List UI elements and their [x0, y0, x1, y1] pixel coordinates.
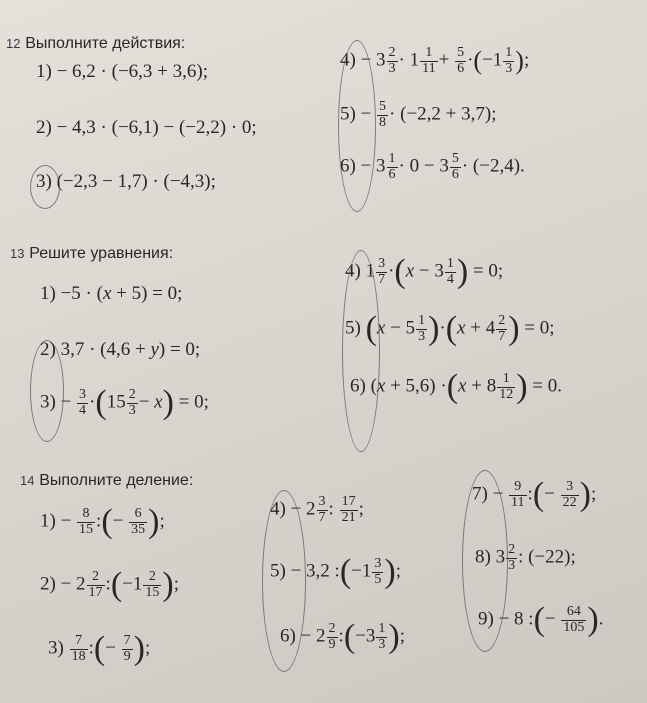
task-13-item-4: 4) 1 $\frac{3}{7}$ ·(x − 3 $\frac{1}{4}$ ) = 0;	[345, 253, 504, 290]
task-14-item-8: 8) 3 $\frac{2}{3}$ : (−22);	[475, 542, 576, 573]
item-label: 2)	[36, 117, 52, 138]
task-13-heading	[10, 243, 173, 262]
task-title: Решите уравнения:	[29, 245, 174, 262]
pencil-circle-mark	[342, 250, 380, 452]
task-12-item-3: 3) (−2,3 − 1,7) · (−4,3);	[36, 171, 216, 192]
item-label: 6)	[350, 375, 366, 397]
task-14-item-5: 5) − 3,2 :(−1 $\frac{3}{5}$ );	[270, 553, 401, 590]
task-14-heading	[20, 470, 193, 489]
task-number: 14	[20, 473, 35, 488]
item-label: 1)	[36, 61, 52, 82]
task-12-item-2: 2) − 4,3 · (−6,1) − (−2,2) · 0;	[36, 117, 257, 138]
task-13-item-5: 5) (x − 5 $\frac{1}{3}$ )·(x + 4 $\frac{2}{7}$ ) = 0;	[345, 310, 555, 347]
item-label: 5)	[345, 317, 361, 339]
task-12-item-5: 5) − $\frac{5}{8}$ · (−2,2 + 3,7);	[340, 99, 497, 130]
task-14-item-1: 1) − $\frac{8}{15}$ :(− $\frac{6}{35}$ );	[40, 503, 165, 540]
task-14-item-9: 9) − 8 :(− $\frac{64}{105}$ ).	[478, 601, 604, 638]
task-13-item-1: 1) −5 · (x + 5) = 0;	[40, 283, 183, 304]
pencil-circle-mark	[462, 470, 508, 652]
item-label: 1)	[40, 510, 56, 532]
task-14-item-7: 7) − $\frac{9}{11}$ :(− $\frac{3}{22}$ );	[472, 476, 597, 513]
item-label: 4)	[270, 498, 286, 520]
task-13-item-2: 2) 3,7 · (4,6 + y) = 0;	[40, 339, 201, 360]
task-14-item-6: 6) − 2 $\frac{2}{9}$ :(−3 $\frac{1}{3}$ );	[280, 618, 405, 655]
task-title: Выполните действия:	[25, 35, 186, 52]
task-title: Выполните деление:	[39, 472, 194, 489]
item-label: 2)	[40, 573, 56, 595]
pencil-circle-mark	[30, 165, 60, 209]
item-label: 4)	[345, 260, 361, 282]
pencil-circle-mark	[338, 40, 376, 212]
task-number: 12	[6, 36, 21, 51]
item-label: 5)	[340, 103, 356, 125]
task-12-item-1: 1) − 6,2 · (−6,3 + 3,6);	[36, 61, 208, 82]
task-13-item-6: 6) (x + 5,6) ·(x + 8 $\frac{1}{12}$ ) = 0.	[350, 368, 562, 405]
item-label: 3)	[40, 391, 56, 413]
item-label: 8)	[475, 546, 491, 568]
task-14-item-2: 2) − 2 $\frac{2}{17}$ :(−1 $\frac{2}{15}$ );	[40, 566, 179, 603]
item-label: 6)	[340, 155, 356, 177]
task-14-item-3: 3) $\frac{7}{18}$ :(− $\frac{7}{9}$ );	[48, 630, 151, 667]
pencil-circle-mark	[262, 490, 306, 672]
task-12-item-6: 6) − 3 $\frac{1}{6}$ · 0 − 3 $\frac{5}{6}$ · (−2,4).	[340, 151, 525, 182]
task-13-item-3: 3) − $\frac{3}{4}$ ·(15 $\frac{2}{3}$ − x) = 0;	[40, 384, 209, 421]
task-number: 13	[10, 246, 25, 261]
pencil-circle-mark	[30, 340, 64, 442]
item-label: 9)	[478, 608, 494, 630]
item-label: 1)	[40, 283, 56, 304]
item-label: 3)	[48, 637, 64, 659]
item-label: 5)	[270, 560, 286, 582]
item-label: 4)	[340, 49, 356, 71]
task-12-heading	[6, 33, 185, 52]
item-label: 7)	[472, 483, 488, 505]
task-14-item-4: 4) − 2 $\frac{3}{7}$ : $\frac{17}{21}$ ;	[270, 494, 364, 525]
task-12-item-4: 4) − 3 $\frac{2}{3}$ · 1 $\frac{1}{11}$ + $\frac{5}{6}$ ·(−1 $\frac{1}{3}$ );	[340, 45, 530, 76]
item-label: 6)	[280, 625, 296, 647]
item-label: 3)	[36, 171, 52, 192]
item-label: 2)	[40, 339, 56, 360]
